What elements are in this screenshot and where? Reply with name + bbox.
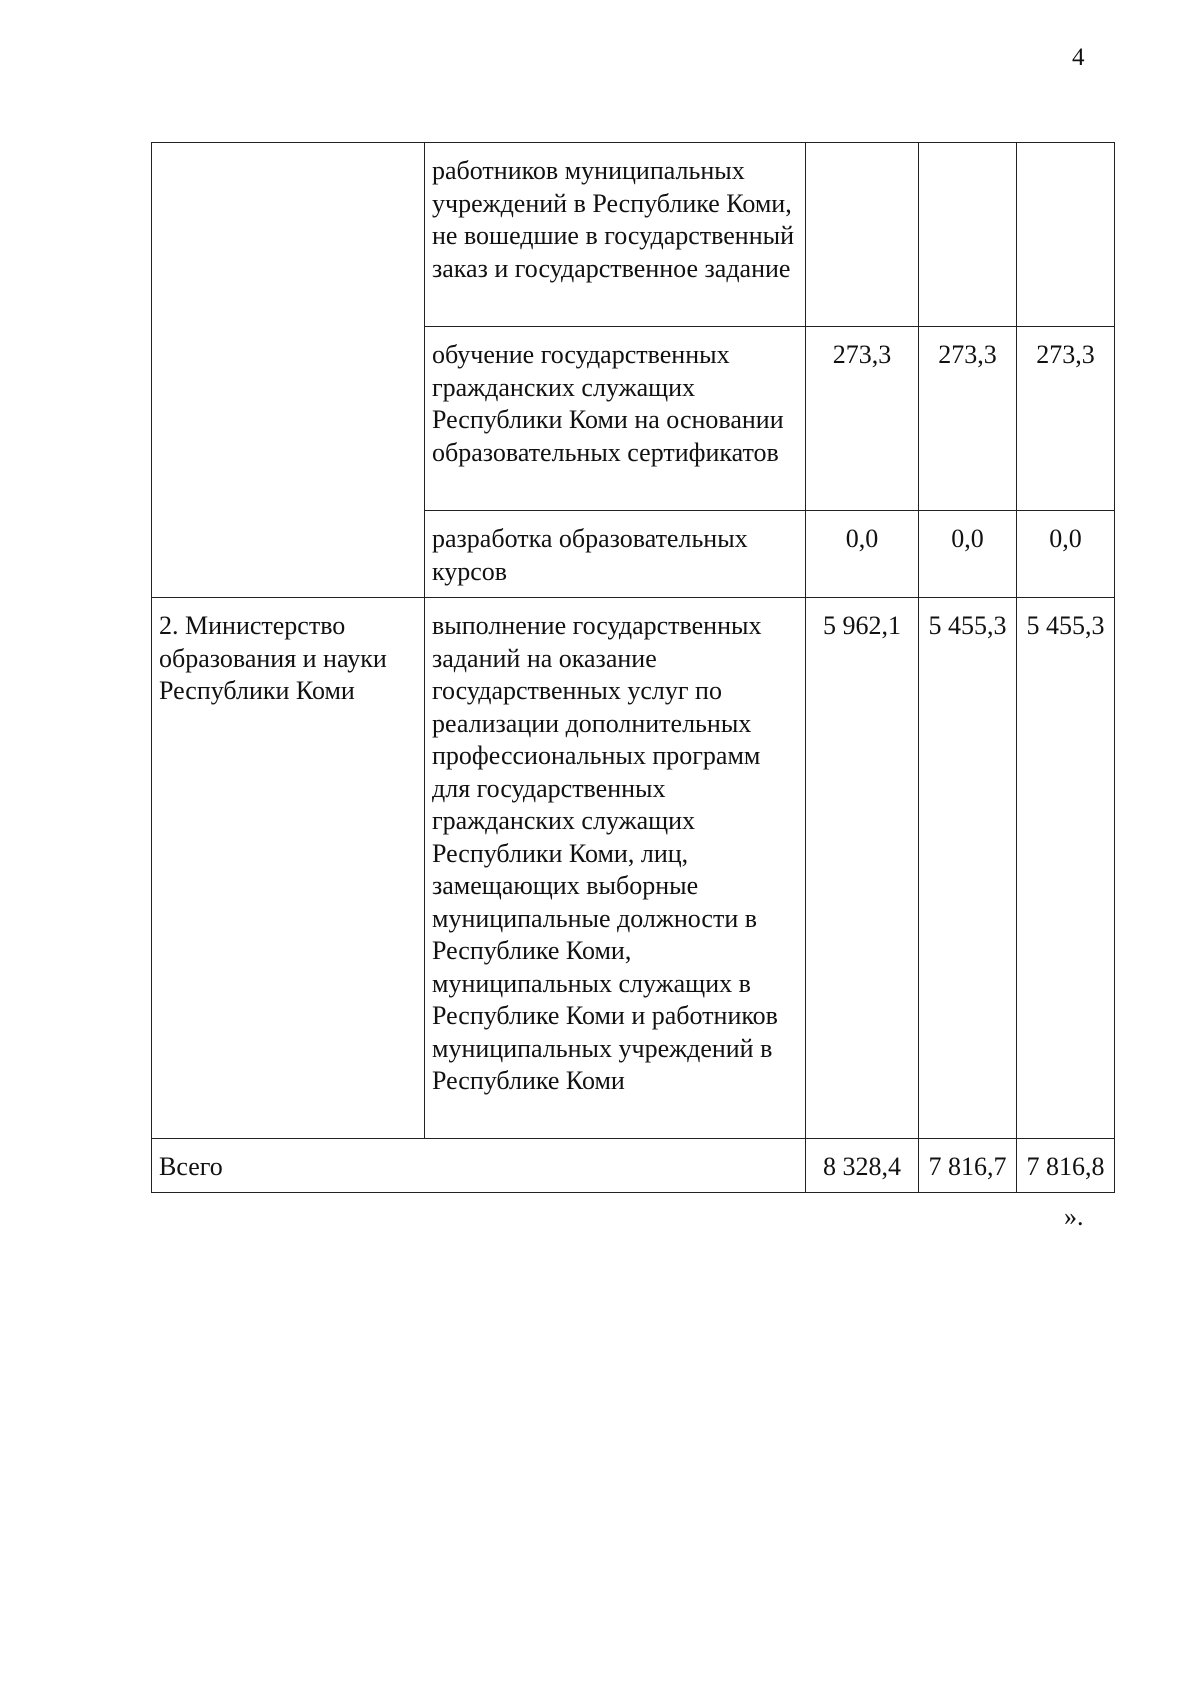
value-cell xyxy=(919,511,1017,598)
value-cell xyxy=(1017,327,1115,511)
value-cell xyxy=(806,143,919,327)
value-cell xyxy=(806,511,919,598)
value-cell xyxy=(806,327,919,511)
description-cell xyxy=(425,598,806,1139)
org-cell xyxy=(152,598,425,1139)
total-value-cell xyxy=(1017,1139,1115,1193)
total-label-cell xyxy=(152,1139,806,1193)
description-text: разработка образовательных курсов xyxy=(432,524,748,586)
closing-quote: ». xyxy=(1064,1202,1084,1231)
table-row xyxy=(152,598,1115,1139)
value-cell xyxy=(919,327,1017,511)
total-label: Всего xyxy=(159,1152,223,1181)
value-cell xyxy=(919,143,1017,327)
total-value-cell xyxy=(919,1139,1017,1193)
org-cell xyxy=(152,143,425,598)
page-number: 4 xyxy=(1072,44,1085,71)
total-row xyxy=(152,1139,1115,1193)
value-cell xyxy=(1017,511,1115,598)
total-year2: 7 816,7 xyxy=(928,1152,1007,1181)
description-cell xyxy=(425,511,806,598)
value-year2: 0,0 xyxy=(951,524,984,553)
value-year1: 5 962,1 xyxy=(823,611,901,640)
total-year3: 7 816,8 xyxy=(1026,1152,1105,1181)
budget-table xyxy=(151,142,1115,1193)
table-row xyxy=(152,143,1115,327)
value-cell xyxy=(919,598,1017,1139)
value-year3: 0,0 xyxy=(1049,524,1082,553)
value-year2: 273,3 xyxy=(938,340,997,369)
org-name: 2. Министерство образования и науки Республики Коми xyxy=(159,611,387,705)
description-text: работников муниципальных учреждений в Республике Коми, не вошедшие в государственный заказ и государственное задание xyxy=(432,156,795,283)
value-year3: 5 455,3 xyxy=(1026,611,1105,640)
description-text: выполнение государственных заданий на оказание государственных услуг по реализации дополнительных профессиональных программ для государственных гражданских служащих Республики Коми, лиц, замещающих выборные муниципальные должности в Республике Коми, муниципальных служащих в Республике Коми и работников муниципальных учреждений в Республике Коми xyxy=(432,611,778,1095)
value-year1: 0,0 xyxy=(845,524,879,553)
description-cell xyxy=(425,143,806,327)
value-cell xyxy=(1017,143,1115,327)
description-cell xyxy=(425,327,806,511)
value-year2: 5 455,3 xyxy=(928,611,1007,640)
value-cell xyxy=(1017,598,1115,1139)
value-year3: 273,3 xyxy=(1036,340,1095,369)
value-cell xyxy=(806,598,919,1139)
total-year1: 8 328,4 xyxy=(823,1152,901,1181)
description-text: обучение государственных гражданских служащих Республики Коми на основании образовательных сертификатов xyxy=(432,340,784,467)
total-value-cell xyxy=(806,1139,919,1193)
value-year1: 273,3 xyxy=(832,340,892,369)
